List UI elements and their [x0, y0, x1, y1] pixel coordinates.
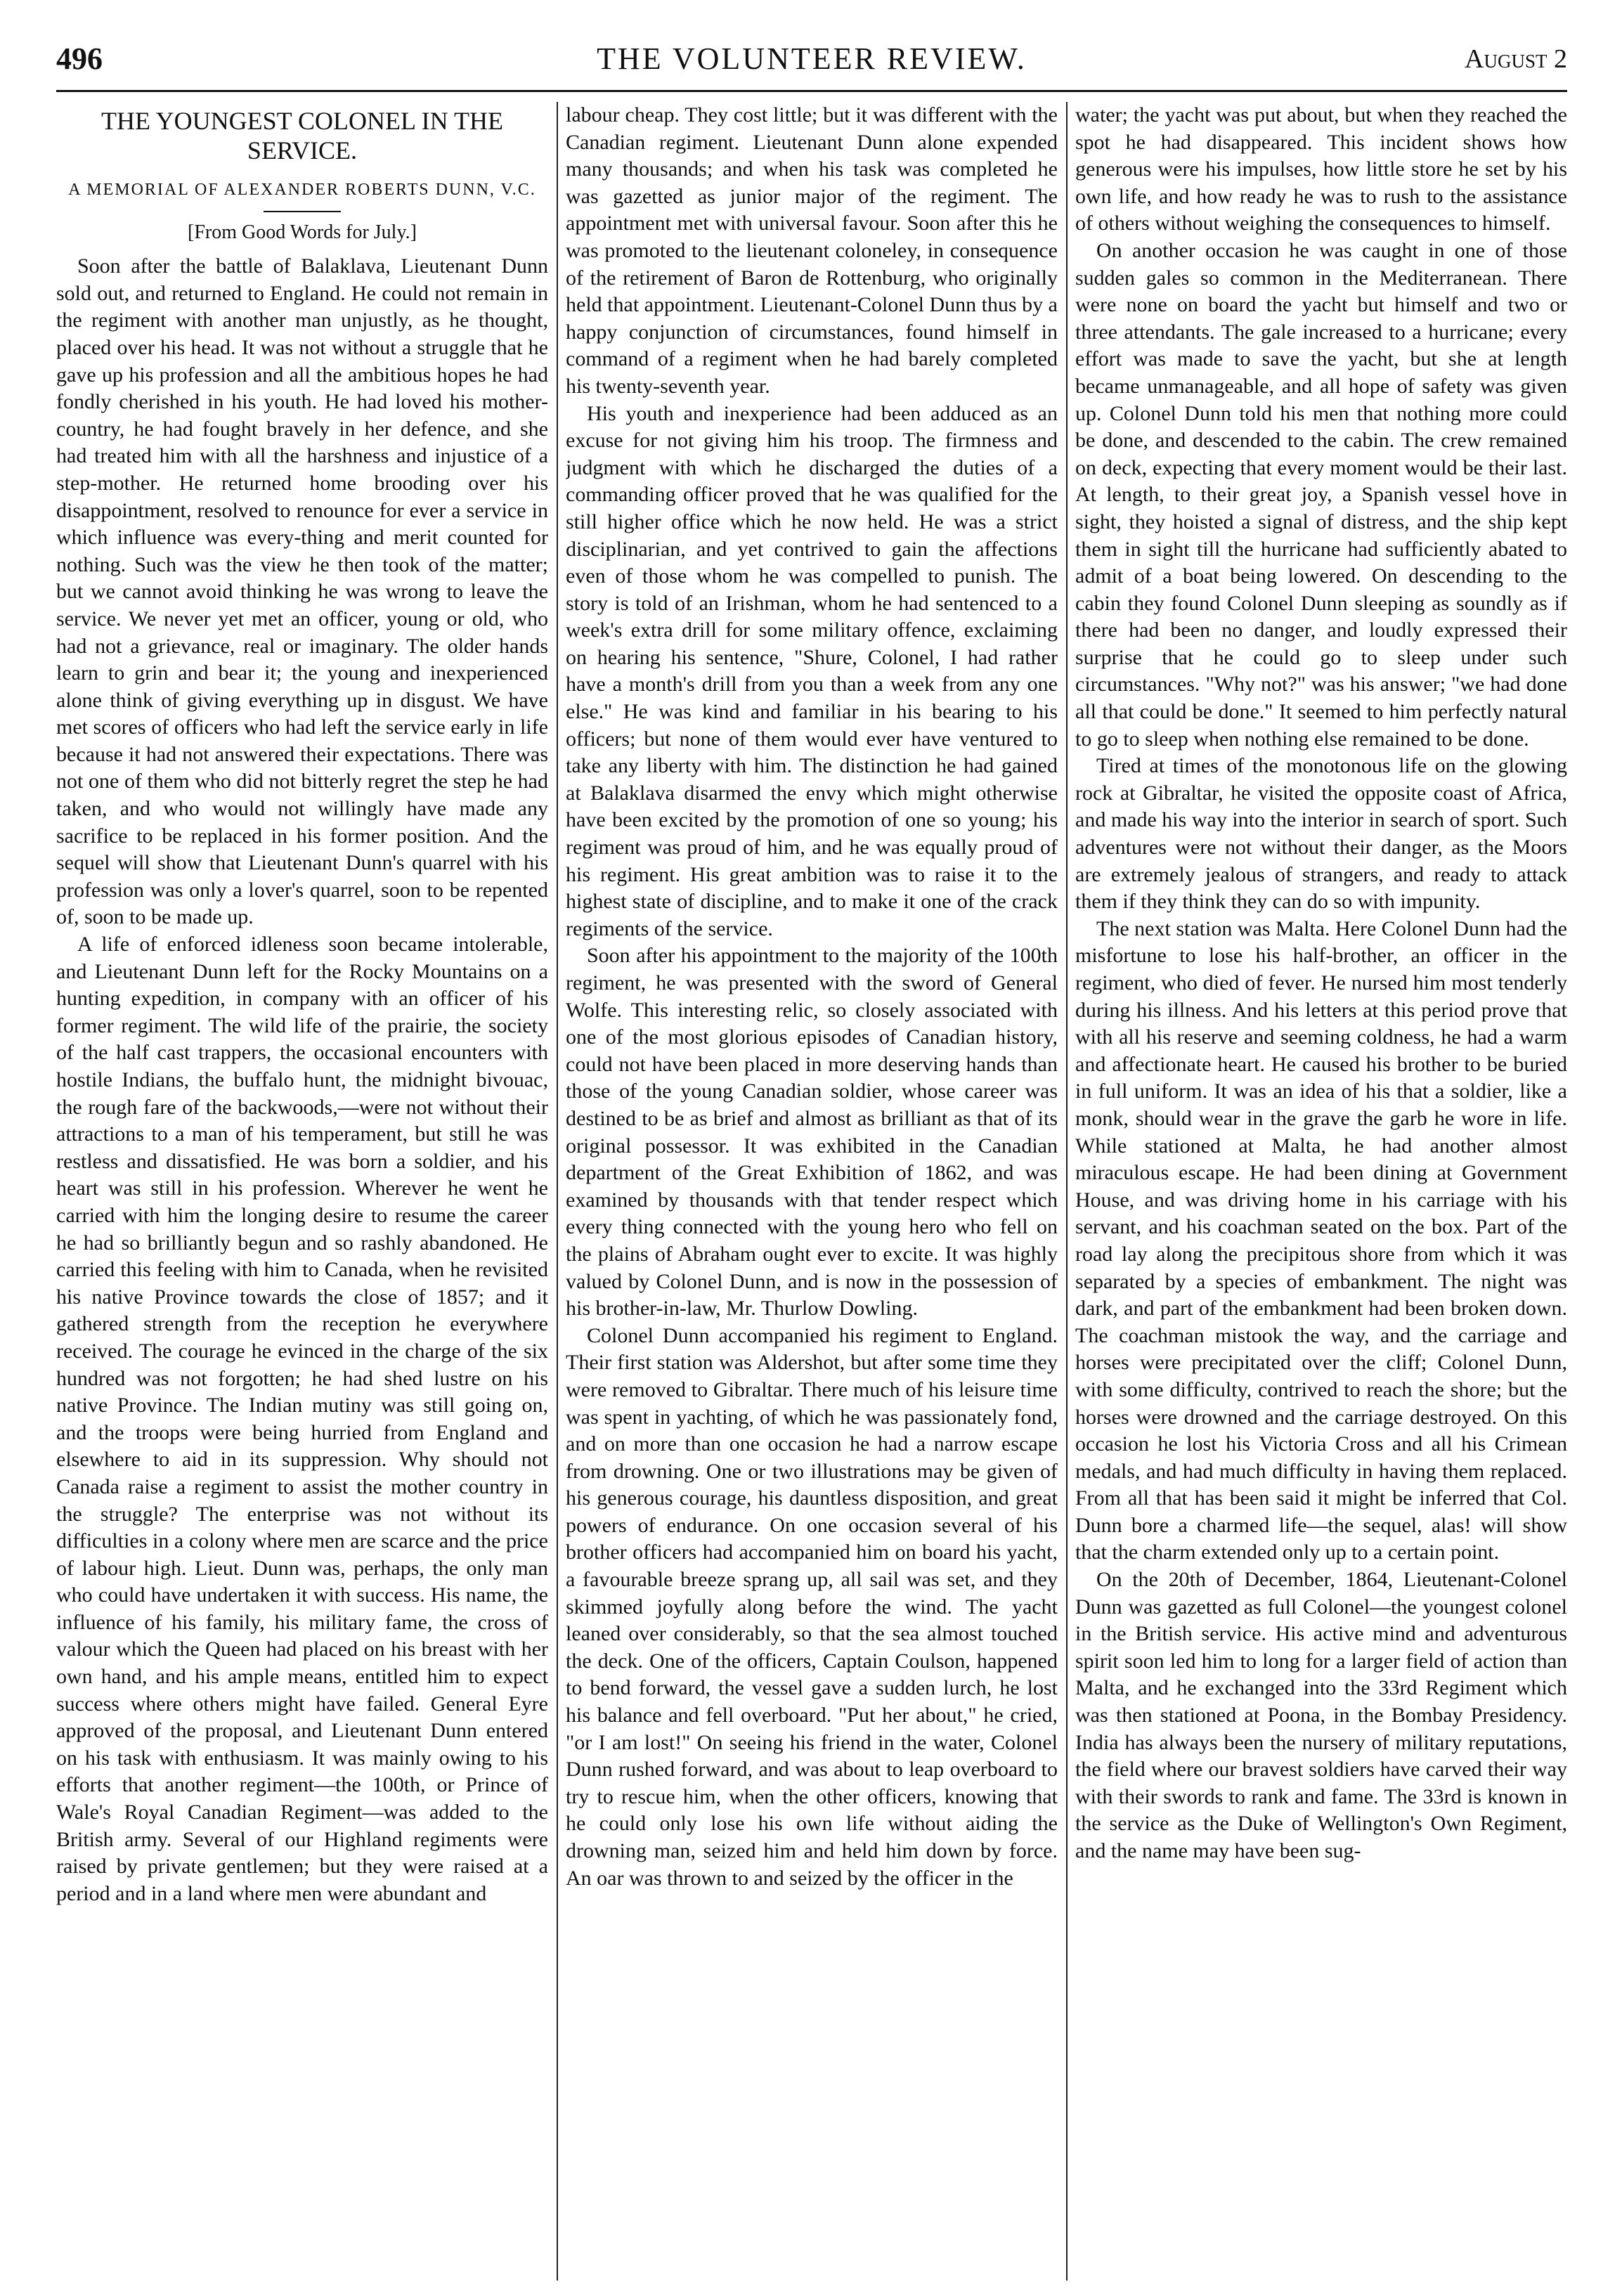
running-head-date: August 2: [1465, 44, 1567, 74]
paragraph: labour cheap. They cost little; but it was different with the Canadian regiment. Lieutenant Dunn alone expended many thousands; and when his task was completed he was gazetted as junior major of the regiment. The appointment met with universal favour. Soon after this he was promoted to the lieutenant coloneley, in consequence of the retirement of Baron de Rottenburg, who originally held that appointment. Lieutenant-Colonel Dunn thus by a happy conjunction of circumstances, found himself in command of a regiment when he had barely completed his twenty-seventh year.: [566, 103, 1058, 398]
column-divider: [557, 102, 558, 2281]
article-source: [From Good Words for July.]: [188, 221, 417, 243]
masthead-title: THE VOLUNTEER REVIEW.: [597, 41, 1027, 76]
column-1: [56, 102, 548, 2281]
paragraph: A life of enforced idleness soon became intolerable, and Lieutenant Dunn left for the Rocky Mountains on a hunting expedition, in company with an officer of his former regiment. The wild life of the prairie, the society of the half cast trappers, the occasional encounters with hostile Indians, the buffalo hunt, the midnight bivouac, the rough fare of the backwoods,—were not without their attractions to a man of his temperament, but still he was restless and dissatisfied. He was born a soldier, and his heart was still in his profession. Wherever he went he carried with him the longing desire to resume the career he had so brilliantly begun and so rashly abandoned. He carried this feeling with him to Canada, when he revisited his native Province towards the close of 1857; and it gathered strength from the reception he everywhere received. The courage he evinced in the charge of the six hundred was not forgotten; he had shed lustre on his native Province. The Indian mutiny was still going on, and the troops were being hurried from England and elsewhere to aid in its suppression. Why should not Canada raise a regiment to assist the mother country in the struggle? The enterprise was not without its difficulties in a colony where men are scarce and the price of labour high. Lieut. Dunn was, perhaps, the only man who could have undertaken it with success. His name, the influence of his family, his military fame, the cross of valour which the Queen had placed on his breast with her own hand, and his ample means, entitled him to expect success where others might have failed. General Eyre approved of the proposal, and Lieutenant Dunn entered on his task with enthusiasm. It was mainly owing to his efforts that another regiment—the 100th, or Prince of Wale's Royal Canadian Regiment—was added to the British army. Several of our Highland regiments were raised by private gentlemen; but they were raised at a period and in a land where men were abundant and: [56, 933, 548, 1905]
column-2: [566, 102, 1058, 2281]
article-subtitle: A MEMORIAL OF ALEXANDER ROBERTS DUNN, V.C.: [68, 181, 536, 199]
paragraph: The next station was Malta. Here Colonel Dunn had the misfortune to lose his half-brother, an officer in the regiment, who died of fever. He nursed him most tenderly during his illness. And his letters at this period prove that with all his reserve and seeming coldness, he had a warm and affectionate heart. He caused his brother to be buried in full uniform. It was an idea of his that a soldier, like a monk, should wear in the grave the garb he wore in life. While stationed at Malta, he had another almost miraculous escape. He had been dining at Government House, and was driving home in his carriage with his servant, and his coachman seated on the box. Part of the road lay along the precipitous shore from which it was separated by a species of embankment. The night was dark, and part of the embankment had been broken down. The coachman mistook the way, and the carriage and horses were precipitated over the cliff; Colonel Dunn, with some difficulty, contrived to reach the shore; but the horses were drowned and the carriage destroyed. On this occasion he lost his Victoria Cross and all his Crimean medals, and had much difficulty in having them replaced. From all that has been said it might be inferred that Col. Dunn bore a charmed life—the sequel, alas! will show that the charm extended only up to a certain point.: [1075, 916, 1567, 1564]
column-3: [1075, 102, 1567, 2281]
page-header: [56, 41, 1567, 90]
paragraph: Soon after his appointment to the majority of the 100th regiment, he was presented with the sword of General Wolfe. This interesting relic, so closely associated with one of the most glorious episodes of Canadian history, could not have been placed in more deserving hands than those of the young Canadian soldier, whose career was destined to be as brief and almost as brilliant as that of its original possessor. It was exhibited in the Canadian department of the Great Exhibition of 1862, and was examined by thousands with that tender respect which every thing connected with the young hero who fell on the plains of Abraham ought ever to excite. It was highly valued by Colonel Dunn, and is now in the possession of his brother-in-law, Mr. Thurlow Dowling.: [566, 944, 1058, 1321]
paragraph: Soon after the battle of Balaklava, Lieutenant Dunn sold out, and returned to England. He could not remain in the regiment with another man unjustly, as he thought, placed over his head. It was not without a struggle that he gave up his profession and all the ambitious hopes he had fondly cherished in his youth. He had loved his mother-country, he had fought bravely in her defence, and she had treated him with all the harshness and injustice of a step-mother. He returned home brooding over his disappointment, resolved to renounce for ever a service in which influence was every-thing and merit counted for nothing. Such was the view he then took of the matter; but we cannot avoid thinking he was wrong to leave the service. We never yet met an officer, young or old, who had not a grievance, real or imaginary. The older hands learn to grin and bear it; the young and inexperienced alone think of giving everything up in disgust. We have met scores of officers who had left the service early in life because it had not answered their expectations. There was not one of them who did not bitterly regret the step he had taken, and who would not willingly have made any sacrifice to be replaced in his former position. And the sequel will show that Lieutenant Dunn's quarrel with his profession was only a lover's quarrel, soon to be repented of, soon to be made up.: [56, 254, 548, 929]
column-divider: [1066, 102, 1068, 2281]
paragraph: Tired at times of the monotonous life on the glowing rock at Gibraltar, he visited the opposite coast of Africa, and made his way into the interior in search of sport. Such adventures were not without their danger, as the Moors are extremely jealous of strangers, and ready to attack them if they think they can do so with impunity.: [1075, 754, 1567, 914]
paragraph: On the 20th of December, 1864, Lieutenant-Colonel Dunn was gazetted as full Colonel—the youngest colonel in the British service. His active mind and adventurous spirit soon led him to long for a larger field of action than Malta, and he exchanged into the 33rd Regiment which was then stationed at Poona, in the Bombay Presidency. India has always been the nursery of military reputations, the field where our bravest soldiers have carved their way with their swords to rank and fame. The 33rd is known in the service as the Duke of Wellington's Own Regiment, and the name may have been sug-: [1075, 1568, 1567, 1862]
page-number: 496: [56, 41, 103, 76]
title-rule: [264, 211, 341, 212]
article-title: THE YOUNGEST COLONEL IN THE SERVICE.: [101, 107, 503, 164]
paragraph: water; the yacht was put about, but when they reached the spot he had disappeared. This incident shows how generous were his impulses, how little store he set by his own life, and how ready he was to rush to the assistance of others without weighing the consequences to himself.: [1075, 103, 1567, 235]
header-rule: [56, 90, 1567, 92]
paragraph: His youth and inexperience had been adduced as an excuse for not giving him his troop. The firmness and judgment with which he discharged the duties of a commanding officer proved that he was qualified for the still higher office which he now held. He was a strict disciplinarian, and yet contrived to gain the affections even of those whom he was compelled to punish. The story is told of an Irishman, whom he had sentenced to a week's extra drill for some military offence, exclaiming on hearing his sentence, "Shure, Colonel, I had rather have a month's drill from you than a week from any one else." He was kind and familiar in his bearing to his officers; but none of them would ever have ventured to take any liberty with him. The distinction he had gained at Balaklava disarmed the envy which might otherwise have been excited by the promotion of one so young; his regiment was proud of him, and he was equally proud of his regiment. His great ambition was to raise it to the highest state of discipline, and to make it one of the crack regiments of the service.: [566, 401, 1058, 940]
paragraph: Colonel Dunn accompanied his regiment to England. Their first station was Aldershot, but after some time they were removed to Gibraltar. There much of his leisure time was spent in yachting, of which he was passionately fond, and on more than one occasion he had a narrow escape from drowning. One or two illustrations may be given of his generous courage, his dauntless disposition, and great powers of endurance. On one occasion several of his brother officers had accompanied him on board his yacht, a favourable breeze sprang up, all sail was set, and they skimmed joyfully along before the wind. The yacht leaned over considerably, so that the sea almost touched the deck. One of the officers, Captain Coulson, happened to bend forward, the vessel gave a sudden lurch, he lost his balance and fell overboard. "Put her about," he cried, "or I am lost!" On seeing his friend in the water, Colonel Dunn rushed forward, and was about to leap overboard to try to rescue him, when the other officers, knowing that he could only lose his own life without aiding the drowning man, seized him and held him down by force. An oar was thrown to and seized by the officer in the: [566, 1323, 1058, 1890]
paragraph: On another occasion he was caught in one of those sudden gales so common in the Mediterranean. There were none on board the yacht but himself and two or three attendants. The gale increased to a hurricane; every effort was made to save the yacht, but she at length became unmanageable, and all hope of safety was given up. Colonel Dunn told his men that nothing more could be done, and descended to the cabin. The crew remained on deck, expecting that every moment would be their last. At length, to their great joy, a Spanish vessel hove in sight, they hoisted a signal of distress, and the ship kept them in sight till the hurricane had sufficiently abated to admit of a boat being lowered. On descending to the cabin they found Colonel Dunn sleeping as soundly as if there had been no danger, and loudly expressed their surprise that he could go to sleep under such circumstances. "Why not?" was his answer; "we had done all that could be done." It seemed to him perfectly natural to go to sleep when nothing else remained to be done.: [1075, 238, 1567, 751]
